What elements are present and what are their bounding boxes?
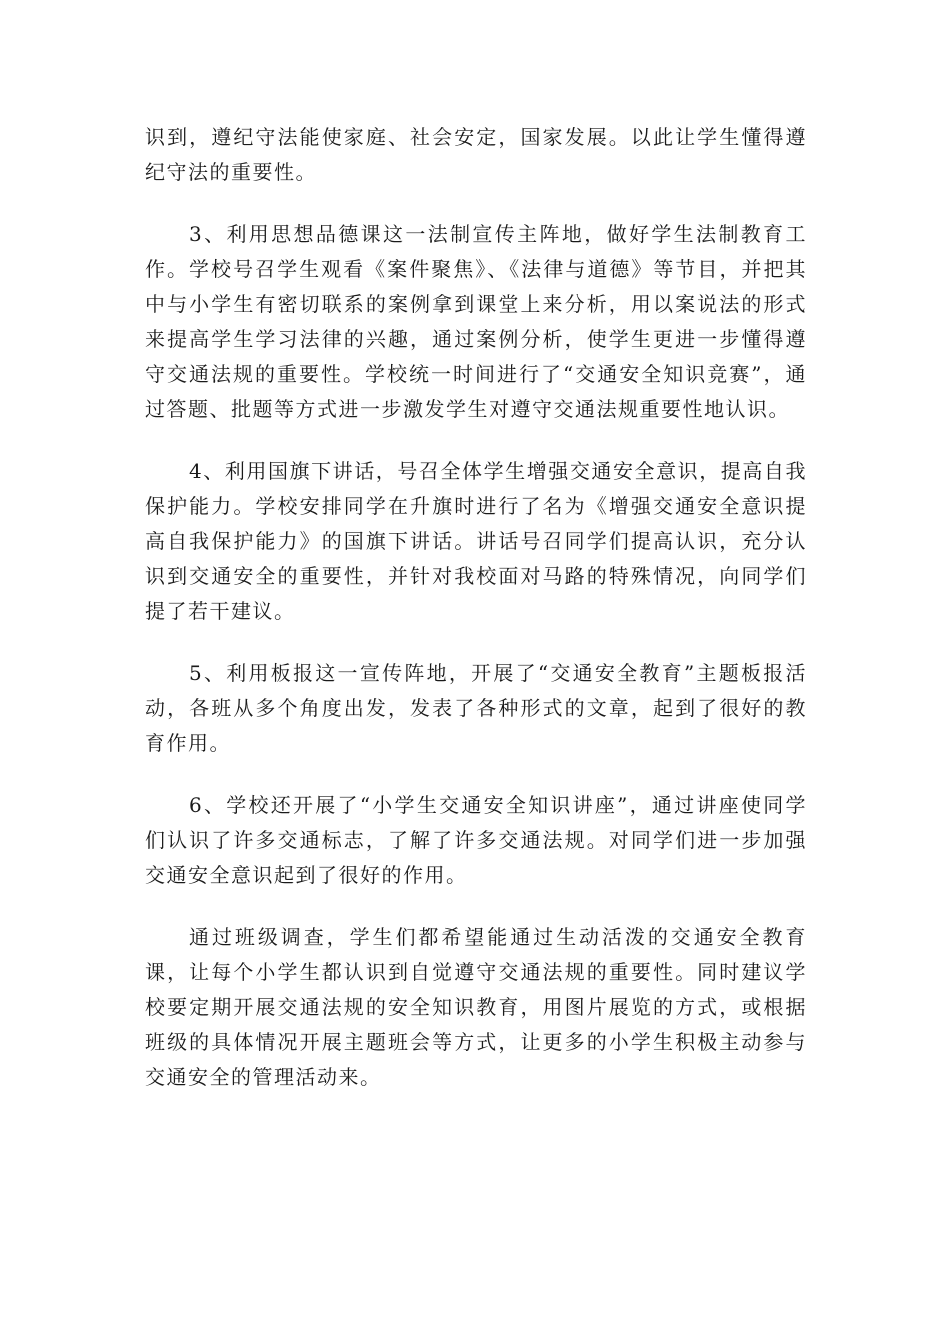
paragraph-item-4: 4、利用国旗下讲话，号召全体学生增强交通安全意识，提高自我保护能力。学校安排同学在升旗时进行了名为《增强交通安全意识提高自我保护能力》的国旗下讲话。讲话号召同学们提高认识，充分认识到交通安全的重要性，并针对我校面对马路的特殊情况，向同学们提了若干建议。 [145,459,807,623]
paragraph-continuation: 识到，遵纪守法能使家庭、社会安定，国家发展。以此让学生懂得遵纪守法的重要性。 [145,125,807,184]
paragraph-item-6: 6、学校还开展了“小学生交通安全知识讲座”，通过讲座使同学们认识了许多交通标志，了解了许多交通法规。对同学们进一步加强交通安全意识起到了很好的作用。 [145,793,807,887]
document-page [145,120,807,1122]
paragraph-conclusion: 通过班级调查，学生们都希望能通过生动活泼的交通安全教育课，让每个小学生都认识到自觉遵守交通法规的重要性。同时建议学校要定期开展交通法规的安全知识教育，用图片展览的方式，或根据班级的具体情况开展主题班会等方式，让更多的小学生积极主动参与交通安全的管理活动来。 [145,925,807,1089]
paragraph-item-3: 3、利用思想品德课这一法制宣传主阵地，做好学生法制教育工作。学校号召学生观看《案件聚焦》、《法律与道德》等节目，并把其中与小学生有密切联系的案例拿到课堂上来分析，用以案说法的形式来提高学生学习法律的兴趣，通过案例分析，使学生更进一步懂得遵守交通法规的重要性。学校统一时间进行了“交通安全知识竞赛”，通过答题、批题等方式进一步激发学生对遵守交通法规重要性地认识。 [145,222,807,421]
paragraph-item-5: 5、利用板报这一宣传阵地，开展了“交通安全教育”主题板报活动，各班从多个角度出发，发表了各种形式的文章，起到了很好的教育作用。 [145,661,807,755]
